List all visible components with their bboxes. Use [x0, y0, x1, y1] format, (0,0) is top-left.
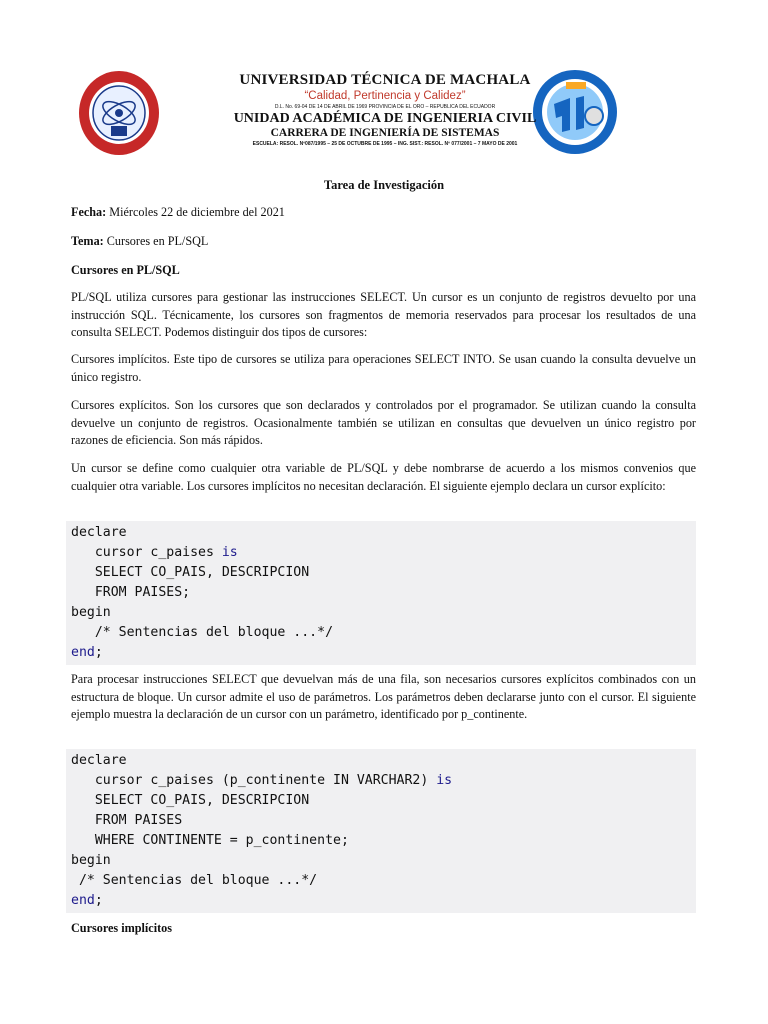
university-name: UNIVERSIDAD TÉCNICA DE MACHALA: [239, 72, 531, 88]
code-line: FROM PAISES;: [71, 585, 191, 600]
code-line: FROM PAISES: [71, 813, 183, 828]
code-comment: /* Sentencias del bloque ...*/: [71, 873, 318, 888]
document-title: Tarea de Investigación: [323, 178, 445, 192]
code-line: declare: [71, 525, 127, 540]
paragraph-parameters: Para procesar instrucciones SELECT que devuelvan más de una fila, son necesarios cursores explícitos combinados con un estructura de bloque. Un cursor admite el uso de parámetros. Los parámetros deben declararse junto con el cursor. El siguiente ejemplo muestra la declaración de un cursor con un parámetro, identificado por p_continente.: [71, 672, 696, 721]
university-seal-icon: [78, 70, 160, 156]
code-line: SELECT CO_PAIS, DESCRIPCION: [71, 793, 310, 808]
tema-line: [71, 233, 696, 251]
academic-unit: UNIDAD ACADÉMICA DE INGENIERIA CIVIL: [233, 111, 537, 126]
paragraph-intro: PL/SQL utiliza cursores para gestionar las instrucciones SELECT. Un cursor es un conjunto de registros devuelto por una instrucción SQL. Técnicamente, los cursores son fragmentos de memoria reservados para procesar los resultados de una consulta SELECT. Podemos distinguir dos tipos de cursores:: [71, 290, 696, 339]
section-heading-implicitos: Cursores implícitos: [71, 921, 172, 935]
code-line: cursor c_paises is: [71, 545, 238, 560]
fecha-value: Miércoles 22 de diciembre del 2021: [106, 205, 285, 219]
paragraph-explicit: Cursores explícitos. Son los cursores que son declarados y controlados por el programador. Se utilizan cuando la consulta devuelve un conjunto de registros. Ocasionalmente también se utilizan en consultas que devuelven un único registro por razones de eficiencia. Son más rápidos.: [71, 398, 696, 447]
school-resolution: ESCUELA: RESOL. Nº087/1995 – 25 DE OCTUBRE DE 1995 – ING. SIST.: RESOL. Nº 077/2001 – 7 MAYO DE 2001: [252, 141, 518, 147]
code-line: end;: [71, 893, 103, 908]
university-motto: “Calidad, Pertinencia y Calidez”: [304, 90, 466, 102]
paragraph-implicit: Cursores implícitos. Este tipo de cursores se utiliza para operaciones SELECT INTO. Se usan cuando la consulta devuelve un único registro.: [71, 352, 696, 384]
section-heading-cursores: Cursores en PL/SQL: [71, 263, 180, 277]
legal-decree: D.L. No. 69-04 DE 14 DE ABRIL DE 1969 PROVINCIA DE EL ORO – REPUBLICA DEL ECUADOR: [274, 104, 496, 110]
code-block-1: [66, 521, 696, 665]
code-line: begin: [71, 853, 111, 868]
fecha-label: Fecha:: [71, 205, 107, 219]
tema-label: Tema:: [71, 234, 104, 248]
code-line: SELECT CO_PAIS, DESCRIPCION: [71, 565, 310, 580]
paragraph-definition: Un cursor se define como cualquier otra variable de PL/SQL y debe nombrarse de acuerdo a los mismos convenios que cualquier otra variable. Los cursores implícitos no necesitan declaración. El siguiente ejemplo declara un cursor explícito:: [71, 461, 696, 493]
code-line: begin: [71, 605, 111, 620]
code-comment: /* Sentencias del bloque ...*/: [71, 625, 334, 640]
code-line: cursor c_paises (p_continente IN VARCHAR2) is: [71, 773, 453, 788]
code-line: WHERE CONTINENTE = p_continente;: [71, 833, 349, 848]
fecha-line: [71, 204, 696, 222]
career-name: CARRERA DE INGENIERÍA DE SISTEMAS: [270, 127, 500, 139]
tema-value: Cursores en PL/SQL: [103, 234, 209, 248]
code-line: end;: [71, 645, 103, 660]
code-line: declare: [71, 753, 127, 768]
code-block-2: [66, 749, 696, 913]
